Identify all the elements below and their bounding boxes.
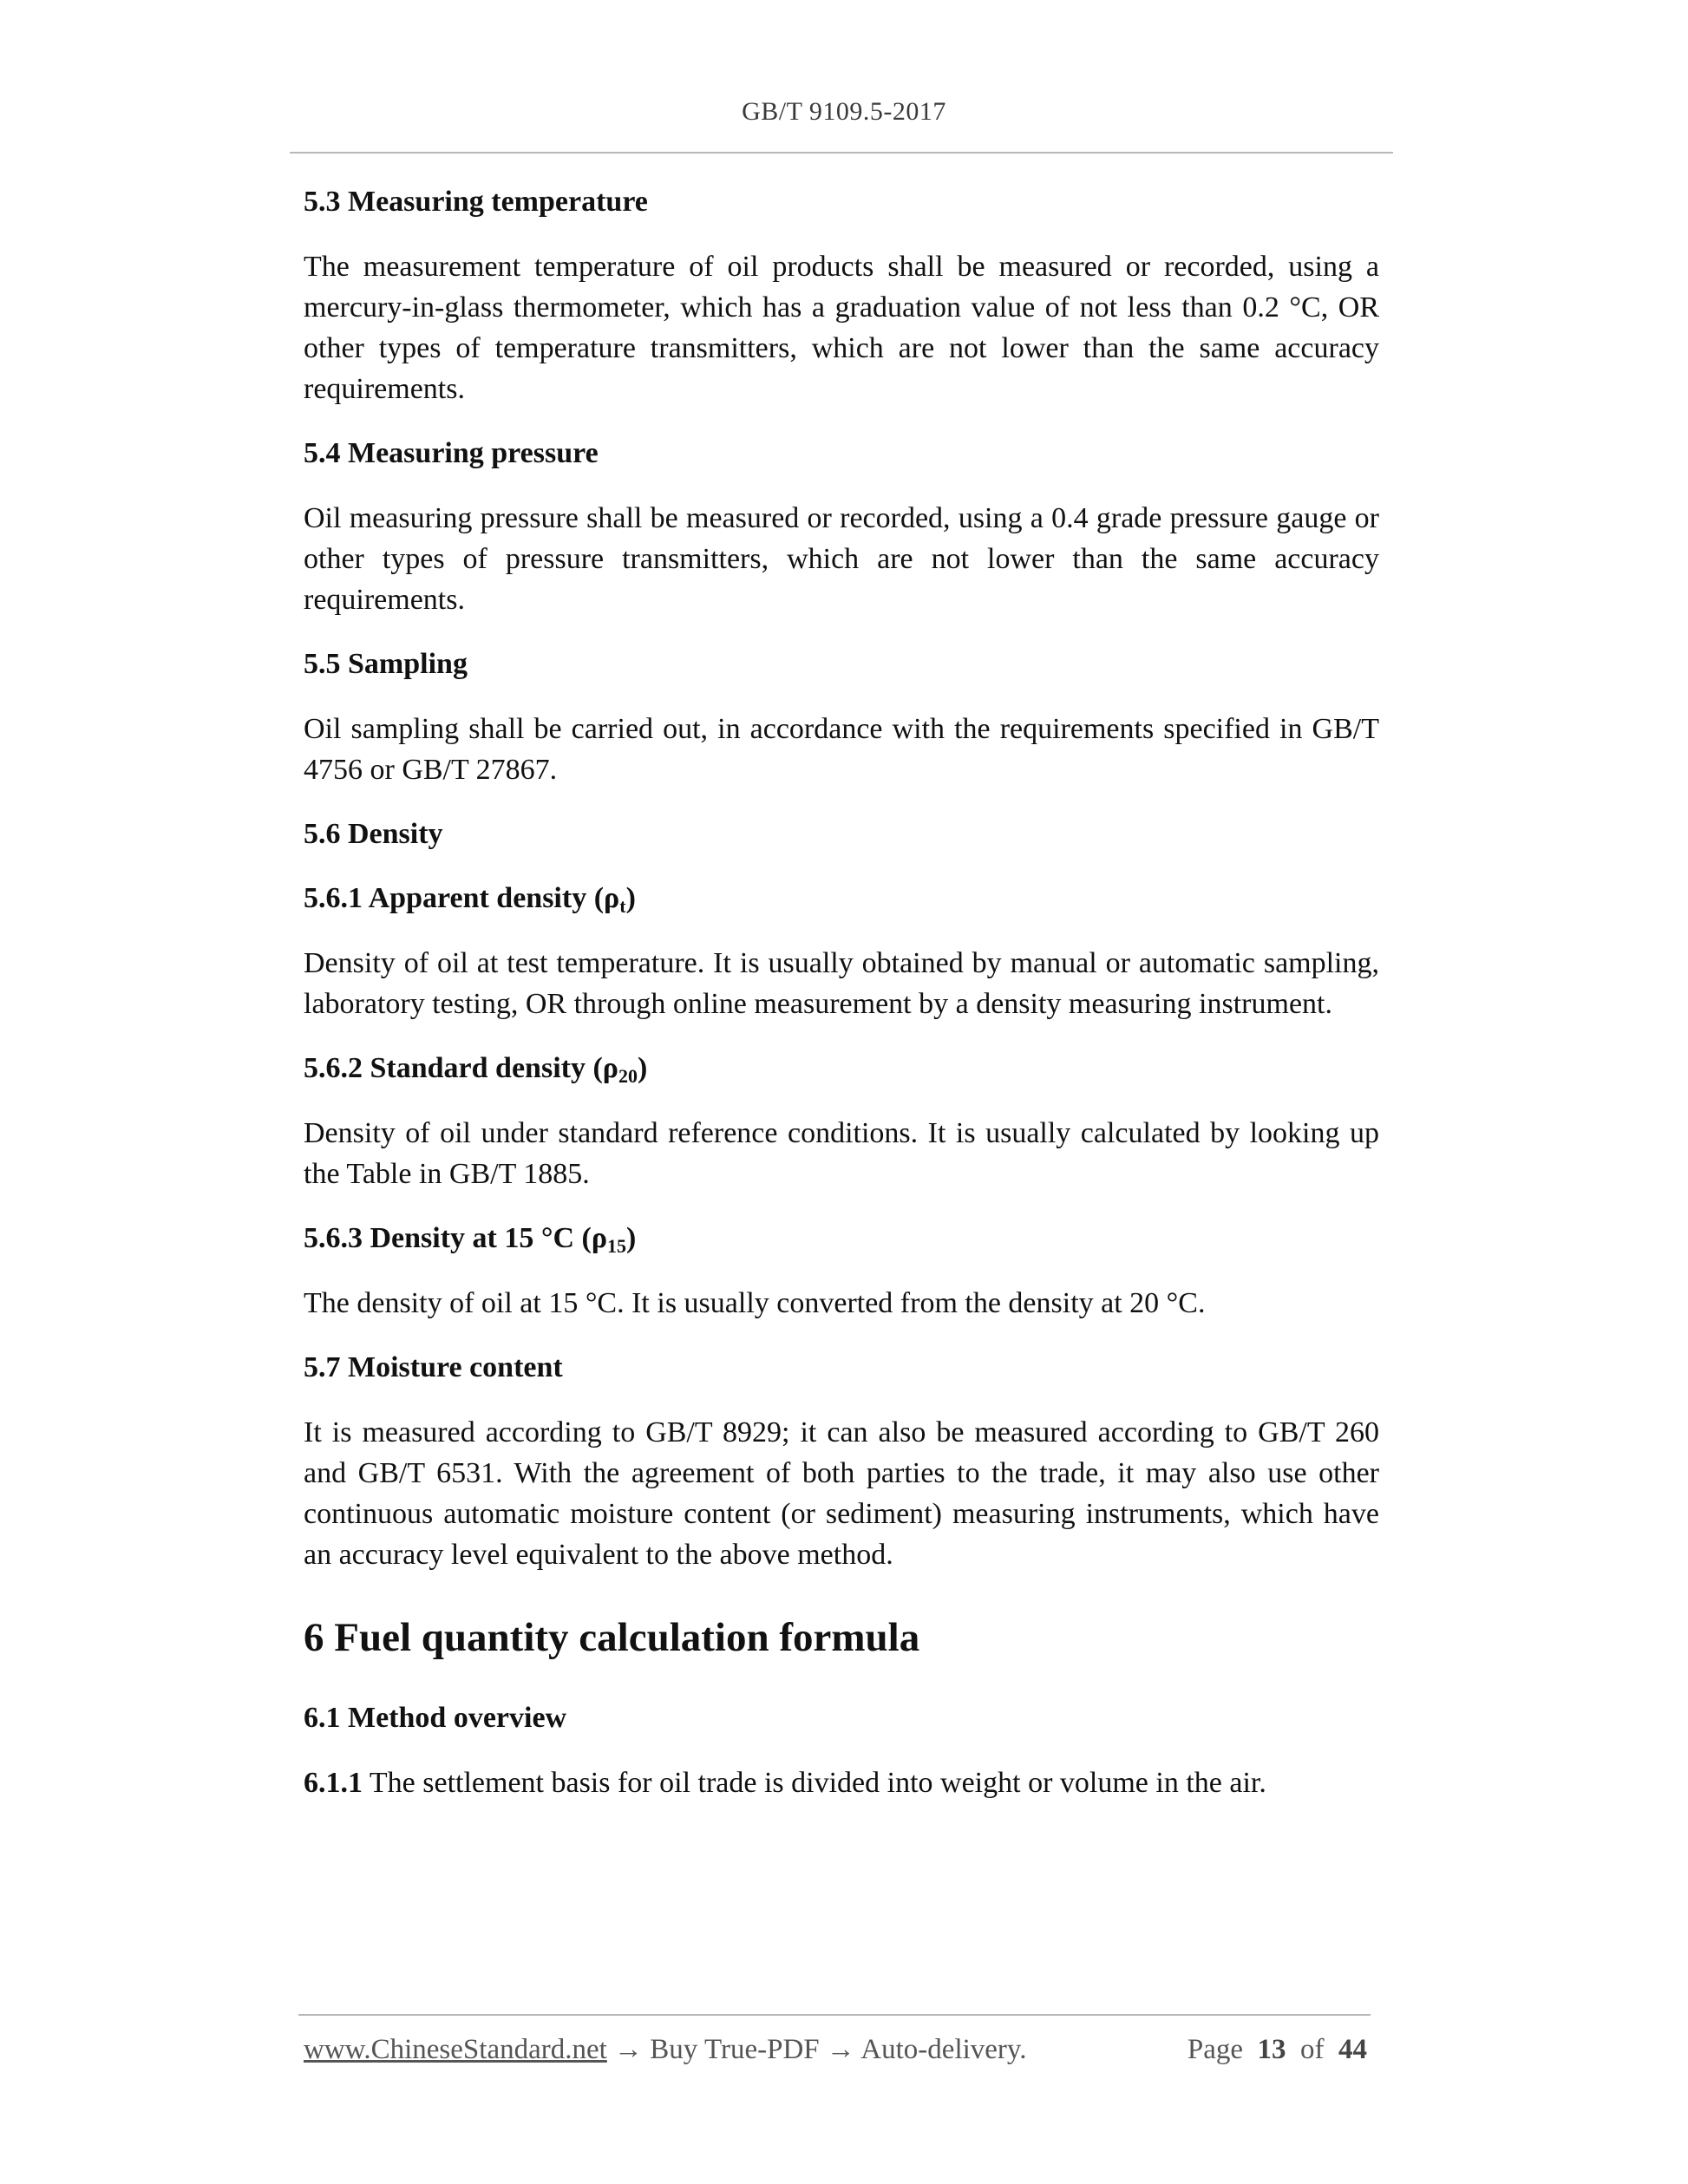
clause-text-6-1-1: The settlement basis for oil trade is divided into weight or volume in the air. xyxy=(369,1767,1266,1799)
heading-5-6-2-text: 5.6.2 Standard density (ρ xyxy=(304,1052,618,1084)
footer-divider xyxy=(298,2014,1371,2016)
paragraph-5-4: Oil measuring pressure shall be measured or recorded, using a 0.4 grade pressure gauge or other types of pressure transmitters, which are not lower than the same accuracy requirements. xyxy=(304,502,1379,616)
heading-5-7: 5.7 Moisture content xyxy=(304,1351,563,1383)
document-code-header: GB/T 9109.5-2017 xyxy=(742,97,946,126)
page-indicator xyxy=(1187,2034,1367,2066)
paragraph-5-3: The measurement temperature of oil products shall be measured or recorded, using a mercury-in-glass thermometer, which has a graduation value of not less than 0.2 °C, OR other types of temperature transmitters, which are not lower than the same accuracy requirements. xyxy=(304,251,1379,405)
heading-5-4: 5.4 Measuring pressure xyxy=(304,437,599,469)
footer-promo-text: → Buy True-PDF → Auto-delivery. xyxy=(606,2034,1027,2065)
page-current: 13 xyxy=(1257,2034,1286,2065)
header-divider xyxy=(290,152,1393,154)
heading-5-5: 5.5 Sampling xyxy=(304,648,468,680)
rho-subscript-20: 20 xyxy=(618,1065,638,1087)
heading-5-6-1-close: ) xyxy=(625,882,636,914)
rho-subscript-15: 15 xyxy=(607,1235,627,1257)
paragraph-5-6-3: The density of oil at 15 °C. It is usually converted from the density at 20 °C. xyxy=(304,1287,1206,1319)
paragraph-5-6-1: Density of oil at test temperature. It is usually obtained by manual or automatic sampling, laboratory testing, OR through online measurement by a density measuring instrument. xyxy=(304,947,1379,1020)
paragraph-6-1-1 xyxy=(304,1762,1379,1803)
of-label: of xyxy=(1300,2034,1325,2065)
paragraph-5-6-2: Density of oil under standard reference conditions. It is usually calculated by looking up the Table in GB/T 1885. xyxy=(304,1117,1379,1190)
page-footer xyxy=(304,2034,1367,2066)
heading-6: 6 Fuel quantity calculation formula xyxy=(304,1615,920,1660)
paragraph-5-7: It is measured according to GB/T 8929; it can also be measured according to GB/T 260 and GB/T 6531. With the agreement of both parties to the trade, it may also use other continuous automatic moisture content (or sediment) measuring instruments, which have an accuracy level equivalent to the above method. xyxy=(304,1416,1379,1571)
heading-5-6-1 xyxy=(304,879,1379,919)
heading-5-3: 5.3 Measuring temperature xyxy=(304,186,648,218)
page-content xyxy=(304,182,1379,1803)
website-link[interactable]: www.ChineseStandard.net xyxy=(304,2034,607,2065)
heading-5-6-3 xyxy=(304,1219,1379,1259)
footer-promo xyxy=(304,2034,1027,2065)
page-label: Page xyxy=(1187,2034,1243,2065)
heading-5-6-2 xyxy=(304,1049,1379,1089)
heading-5-6-3-text: 5.6.3 Density at 15 °C (ρ xyxy=(304,1222,608,1254)
heading-6-1: 6.1 Method overview xyxy=(304,1702,567,1734)
heading-5-6-2-close: ) xyxy=(637,1052,648,1084)
page-total: 44 xyxy=(1338,2034,1367,2065)
clause-number-6-1-1: 6.1.1 xyxy=(304,1767,363,1799)
heading-5-6-3-close: ) xyxy=(626,1222,637,1254)
heading-5-6-1-text: 5.6.1 Apparent density (ρ xyxy=(304,882,620,914)
rho-subscript-t: t xyxy=(619,895,626,917)
paragraph-5-5: Oil sampling shall be carried out, in accordance with the requirements specified in GB/T 4756 or GB/T 27867. xyxy=(304,713,1379,786)
heading-5-6: 5.6 Density xyxy=(304,818,443,850)
